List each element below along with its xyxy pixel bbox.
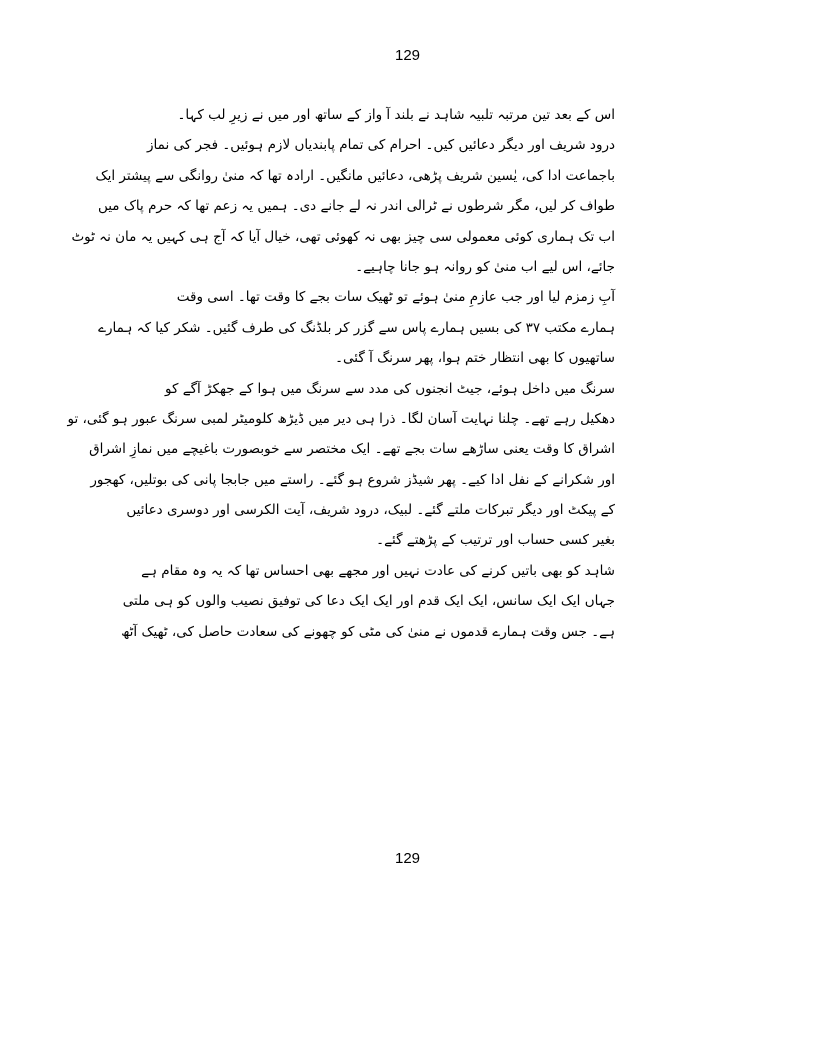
text-line: دھکیل رہے تھے۔ چلنا نہایت آسان لگا۔ ذرا ہی دیر میں ڈیڑھ کلومیٹر لمبی سرنگ عبور ہو گئی، تو [67, 410, 615, 427]
text-line: درود شریف اور دیگر دعائیں کیں۔ احرام کی تمام پابندیاں لازم ہوئیں۔ فجر کی نماز [147, 137, 615, 154]
text-line: سرنگ میں داخل ہوئے، جیٹ انجنوں کی مدد سے سرنگ میں ہوا کے جھکڑ آگے کو [165, 380, 615, 397]
page-number-top: 129 [394, 47, 421, 64]
text-line: اور شکرانے کے نفل ادا کیے۔ پھر شیڈز شروع ہو گئے۔ راستے میں جابجا پانی کی بوتلیں، کھجور [90, 471, 615, 488]
text-line: آبِ زمزم لیا اور جب عازمِ منیٰ ہوئے تو ٹھیک سات بجے کا وقت تھا۔ اسی وقت [176, 289, 615, 306]
text-line: اب تک ہماری کوئی معمولی سی چیز بھی نہ کھوئی تھی، خیال آیا کہ آج ہی کہیں یہ مان نہ ٹوٹ [71, 228, 615, 245]
text-line: جائے، اس لیے اب منیٰ کو روانہ ہو جانا چاہیے۔ [355, 258, 615, 275]
text-line: جہاں ایک ایک سانس، ایک ایک قدم اور ایک ایک دعا کی توفیق نصیب والوں کو ہی ملتی [122, 593, 615, 610]
body-text [67, 100, 615, 647]
text-line: ساتھیوں کا بھی انتظار ختم ہوا، پھر سرنگ آ گئی۔ [335, 350, 615, 367]
text-line: کے پیکٹ اور دیگر تبرکات ملتے گئے۔ لبیک، درود شریف، آیت الکرسی اور دوسری دعائیں [126, 502, 615, 519]
text-line: اشراق کا وقت یعنی ساڑھے سات بجے تھے۔ ایک مختصر سے خوبصورت باغیچے میں نمازِ اشراق [89, 441, 615, 458]
text-line: ہے۔ جس وقت ہمارے قدموں نے منیٰ کی مٹی کو چھونے کی سعادت حاصل کی، ٹھیک آٹھ [121, 623, 615, 640]
text-line: اس کے بعد تین مرتبہ تلبیہ شاہد نے بلند آ واز کے ساتھ اور میں نے زیرِ لب کہا۔ [177, 107, 615, 123]
text-line: بغیر کسی حساب اور ترتیب کے پڑھتے گئے۔ [376, 532, 615, 549]
text-line: ہمارے مکتب ۳۷ کی بسیں ہمارے پاس سے گزر کر بلڈنگ کی طرف گئیں۔ شکر کیا کہ ہمارے [98, 319, 615, 336]
page-number-bottom: 129 [394, 850, 421, 867]
text-line: طواف کر لیں، مگر شرطوں نے ٹرالی اندر نہ لے جانے دی۔ ہمیں یہ زعم تھا کہ حرم پاک میں [97, 198, 615, 215]
text-line: باجماعت ادا کی، یٰسین شریف پڑھی، دعائیں مانگیں۔ ارادہ تھا کہ منیٰ روانگی سے پیشتر ایک [95, 167, 615, 184]
text-line: شاہد کو بھی باتیں کرنے کی عادت نہیں اور مجھے بھی احساس تھا کہ یہ وہ مقام ہے [141, 562, 615, 579]
